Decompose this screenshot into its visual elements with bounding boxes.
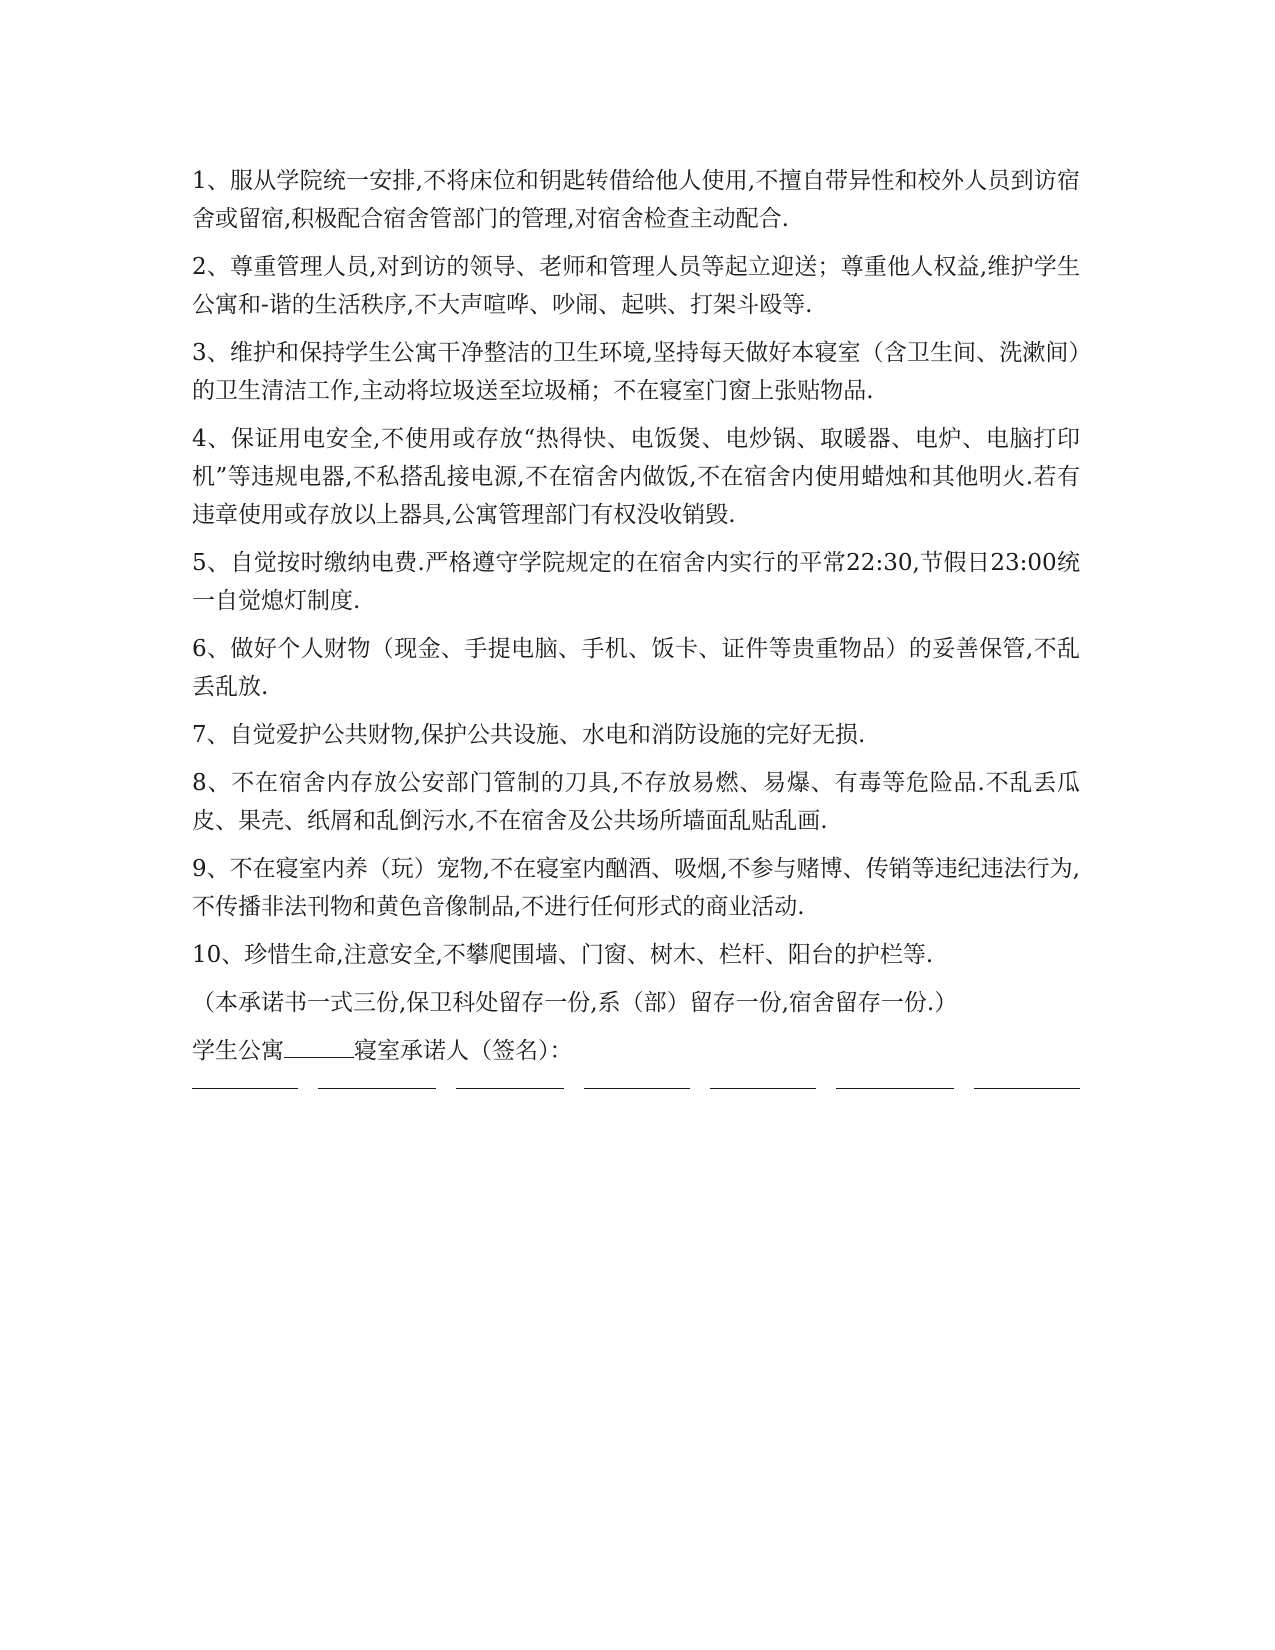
signature-blank[interactable] <box>584 1088 690 1089</box>
dorm-label: 学生公寓 <box>192 1038 284 1064</box>
signer-label: 寝室承诺人（签名）： <box>354 1038 573 1064</box>
clause-10: 10、珍惜生命,注意安全,不攀爬围墙、门窗、树木、栏杆、阳台的护栏等. <box>192 942 934 968</box>
clause-7: 7、自觉爱护公共财物,保护公共设施、水电和消防设施的完好无损. <box>192 722 866 748</box>
signature-blank[interactable] <box>456 1088 564 1089</box>
signature-blanks-row <box>192 1088 1080 1089</box>
signature-blank[interactable] <box>710 1088 816 1089</box>
signature-blank[interactable] <box>974 1088 1080 1089</box>
clause-6: 6、做好个人财物（现金、手提电脑、手机、饭卡、证件等贵重物品）的妥善保管,不乱丢乱放. <box>192 636 1080 700</box>
clause-5: 5、自觉按时缴纳电费.严格遵守学院规定的在宿舍内实行的平常22:30,节假日23:00统一自觉熄灯制度. <box>192 550 1080 614</box>
clause-3: 3、维护和保持学生公寓干净整洁的卫生环境,坚持每天做好本寝室（含卫生间、洗漱间）的卫生清洁工作,主动将垃圾送至垃圾桶；不在寝室门窗上张贴物品. <box>192 340 1080 404</box>
signature-line <box>192 1032 1080 1070</box>
copies-note: （本承诺书一式三份,保卫科处留存一份,系（部）留存一份,宿舍留存一份.） <box>192 990 958 1016</box>
dorm-number-blank[interactable] <box>284 1033 354 1058</box>
signature-blank[interactable] <box>836 1088 954 1089</box>
clause-4: 4、保证用电安全,不使用或存放“热得快、电饭煲、电炒锅、取暖器、电炉、电脑打印机”等违规电器,不私搭乱接电源,不在宿舍内做饭,不在宿舍内使用蜡烛和其他明火.若有违章使用或存放以上器具,公寓管理部门有权没收销毁. <box>192 426 1080 528</box>
document-page <box>192 162 1080 1089</box>
clause-1: 1、服从学院统一安排,不将床位和钥匙转借给他人使用,不擅自带异性和校外人员到访宿舍或留宿,积极配合宿舍管部门的管理,对宿舍检查主动配合. <box>192 168 1080 232</box>
clause-9: 9、不在寝室内养（玩）宠物,不在寝室内酗酒、吸烟,不参与赌博、传销等违纪违法行为,不传播非法刊物和黄色音像制品,不进行任何形式的商业活动. <box>192 856 1080 920</box>
clause-8: 8、不在宿舍内存放公安部门管制的刀具,不存放易燃、易爆、有毒等危险品.不乱丢瓜皮、果壳、纸屑和乱倒污水,不在宿舍及公共场所墙面乱贴乱画. <box>192 770 1080 834</box>
signature-blank[interactable] <box>192 1088 298 1089</box>
clause-2: 2、尊重管理人员,对到访的领导、老师和管理人员等起立迎送；尊重他人权益,维护学生公寓和-谐的生活秩序,不大声喧哗、吵闹、起哄、打架斗殴等. <box>192 254 1080 318</box>
signature-blank[interactable] <box>318 1088 436 1089</box>
